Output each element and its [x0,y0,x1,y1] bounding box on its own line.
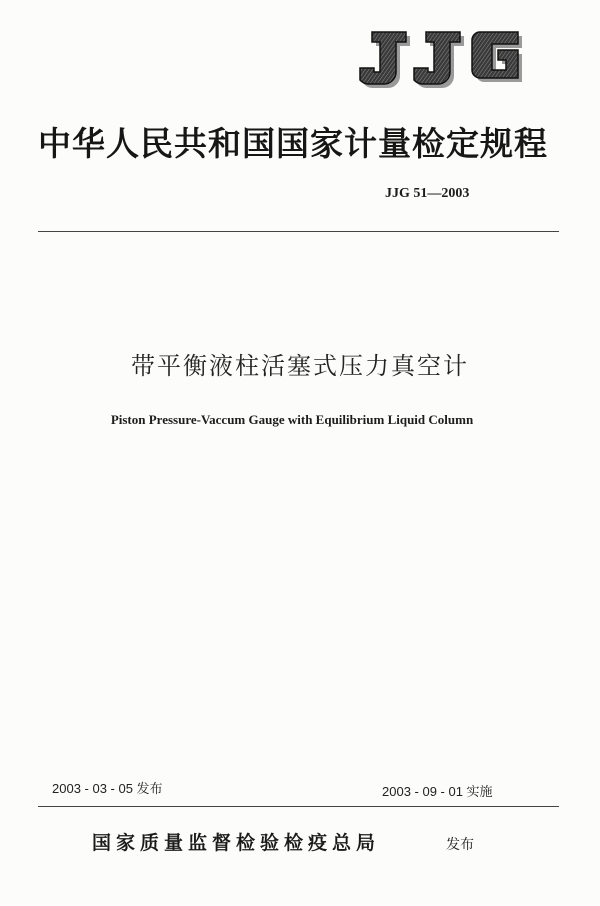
jjg-logo [356,30,526,88]
publisher-name: 国家质量监督检验检疫总局 [92,832,381,854]
document-title-chinese: 带平衡液柱活塞式压力真空计 [131,352,469,380]
issue-date: 2003 - 03 - 05 发布 [52,781,163,796]
bottom-divider [38,806,559,807]
document-code: JJG 51—2003 [385,186,470,201]
top-divider [38,231,559,232]
publisher-suffix: 发布 [446,837,474,853]
implementation-date: 2003 - 09 - 01 实施 [382,784,493,799]
document-title-english: Piston Pressure-Vaccum Gauge with Equilibrium Liquid Column [110,412,474,427]
jjg-logo-graphic [356,30,526,88]
org-title: 中华人民共和国国家计量检定规程 [38,124,548,163]
